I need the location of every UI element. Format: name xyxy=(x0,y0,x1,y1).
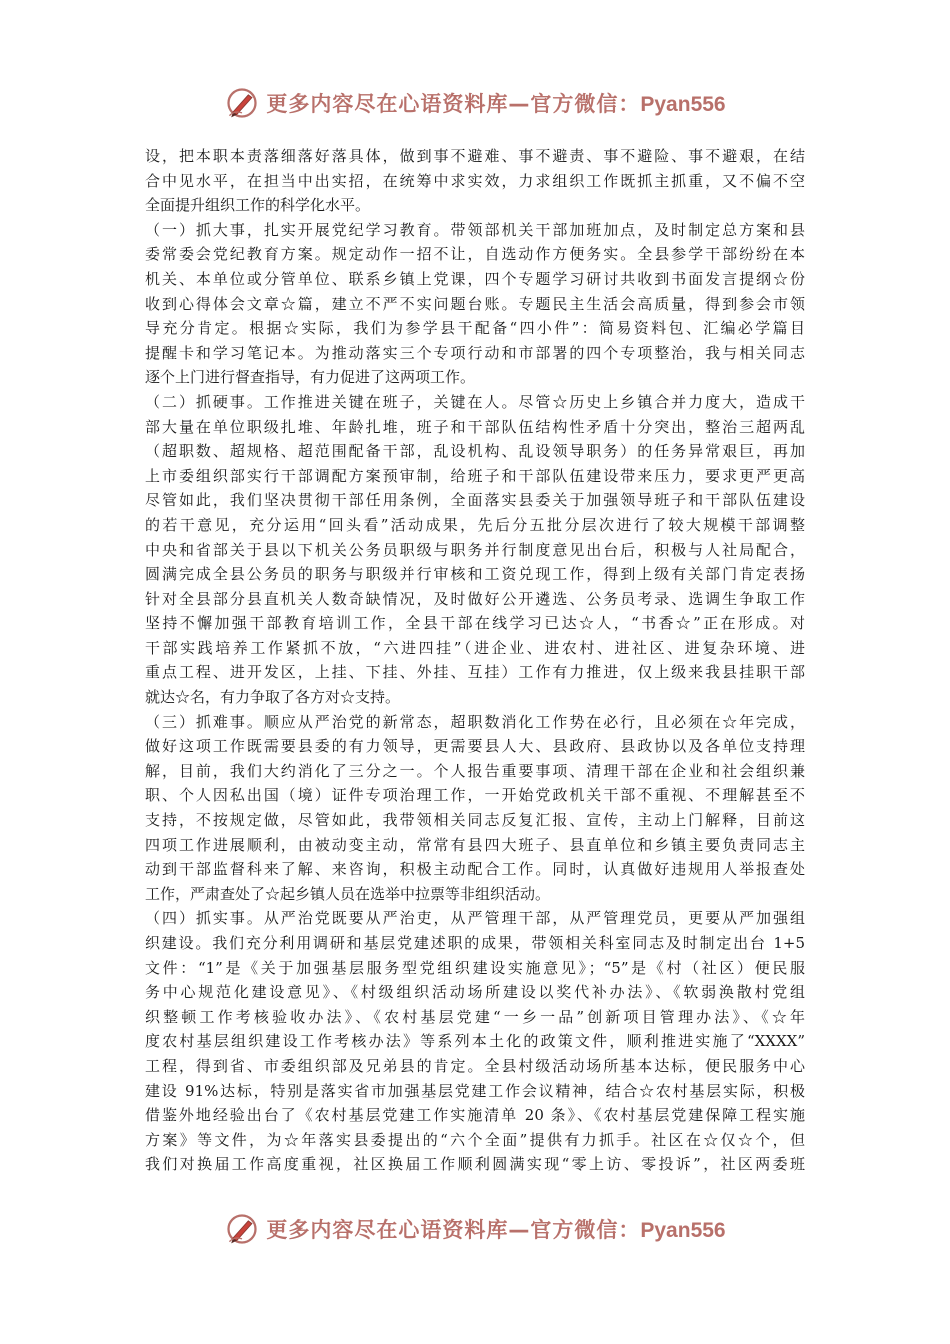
text-line: 方案》等文件，为☆年落实县委提出的“六个全面”提供有力抓手。社区在☆仅☆个，但 xyxy=(145,1130,805,1149)
text-line: 坚持不懈加强干部教育培训工作，全县干部在线学习已达☆人，“书香☆”正在形成。对 xyxy=(145,614,805,633)
watermark-text: 更多内容尽在心语资料库—官方微信：Pyan556 xyxy=(266,1218,726,1242)
text-line: （二）抓硬事。工作推进关键在班子，关键在人。尽管☆历史上乡镇合并力度大，造成干 xyxy=(145,392,805,411)
text-line: 工程，得到省、市委组织部及兄弟县的肯定。全县村级活动场所基本达标，便民服务中心 xyxy=(145,1056,805,1075)
header-watermark xyxy=(0,82,950,124)
text-line: 机关、本单位或分管单位、联系乡镇上党课，四个专题学习研讨共收到书面发言提纲☆份 xyxy=(145,269,805,288)
text-line: 圆满完成全县公务员的职务与职级并行审核和工资兑现工作，得到上级有关部门肯定表扬 xyxy=(145,565,805,584)
text-line: 针对全县部分县直机关人数奇缺情况，及时做好公开遴选、公务员考录、选调生争取工作 xyxy=(145,589,805,608)
watermark-wechat-id: Pyan556 xyxy=(640,1219,726,1242)
text-line: 上市委组织部实行干部调配方案预审制，给班子和干部队伍建设带来压力，要求更严更高 xyxy=(145,466,805,485)
text-line: 我们对换届工作高度重视，社区换届工作顺利圆满实现“零上访、零投诉”，社区两委班 xyxy=(145,1155,805,1174)
text-line: 建设 91%达标，特别是落实省市加强基层党建工作会议精神，结合☆农村基层实际，积极 xyxy=(145,1081,805,1100)
watermark-wechat-id: Pyan556 xyxy=(640,93,726,116)
text-line: （四）抓实事。从严治党既要从严治吏，从严管理干部，从严管理党员，更要从严加强组 xyxy=(145,909,805,928)
text-line: 导充分肯定。根据☆实际，我们为参学县干配备“四小件”：简易资料包、汇编必学篇目 xyxy=(145,319,805,338)
text-line: （三）抓难事。顺应从严治党的新常态，超职数消化工作势在必行，且必须在☆年完成， xyxy=(145,712,805,731)
text-line: 合中见水平，在担当中出实招，在统筹中求实效，力求组织工作既抓主抓重，又不偏不空 xyxy=(145,171,805,190)
text-line: 动到干部监督科来了解、来咨询，积极主动配合工作。同时，认真做好违规用人举报查处 xyxy=(145,860,805,879)
text-line: 做好这项工作既需要县委的有力领导，更需要县人大、县政府、县政协以及各单位支持理 xyxy=(145,737,805,756)
text-line: 设，把本职本责落细落好落具体，做到事不避难、事不避责、事不避险、事不避艰，在结 xyxy=(145,147,805,165)
text-line: 就达☆名，有力争取了各方对☆支持。 xyxy=(145,688,401,707)
text-line: 务中心规范化建设意见》、《村级组织活动场所建设以奖代补办法》、《软弱涣散村党组 xyxy=(145,983,805,1002)
section-2-paragraph xyxy=(145,390,805,710)
text-line: 重点工程、进开发区，上挂、下挂、外挂、互挂）工作有力推进，仅上级来我县挂职干部 xyxy=(145,663,805,682)
text-line: 职、个人因私出国（境）证件专项治理工作，一开始党政机关干部不重视、不理解甚至不 xyxy=(145,786,805,805)
text-line: 委常委会党纪教育方案。规定动作一招不让，自选动作方便务实。全县参学干部纷纷在本 xyxy=(145,245,805,264)
text-line: 四项工作进展顺利，由被动变主动，常常有县四大班子、县直单位和乡镇主要负责同志主 xyxy=(145,835,805,854)
text-line: 部大量在单位职级扎堆、年龄扎堆，班子和干部队伍结构性矛盾十分突出，整治三超两乱 xyxy=(145,417,805,436)
text-line: 提醒卡和学习笔记本。为推动落实三个专项行动和市部署的四个专项整治，我与相关同志 xyxy=(145,343,805,362)
text-line: 干部实践培养工作紧抓不放，“六进四挂”（进企业、进农村、进社区、进复杂环境、进 xyxy=(145,638,805,657)
section-4-paragraph xyxy=(145,906,805,1177)
pen-circle-icon xyxy=(224,1211,260,1247)
text-line: 文件：“1”是《关于加强基层服务型党组织建设实施意见》；“5”是《村（社区）便民服 xyxy=(145,958,805,977)
text-line: 工作，严肃查处了☆起乡镇人员在选举中拉票等非组织活动。 xyxy=(145,884,551,903)
text-line: 的若干意见，充分运用“回头看”活动成果，先后分五批分层次进行了较大规模干部调整 xyxy=(145,515,805,534)
text-line: 解，目前，我们大约消化了三分之一。个人报告重要事项、清理干部在企业和社会组织兼 xyxy=(145,761,805,780)
text-line: 支持，不按规定做，尽管如此，我带领相关同志反复汇报、宣传，主动上门解释，目前这 xyxy=(145,811,805,830)
text-line: 借鉴外地经验出台了《农村基层党建工作实施清单 20 条》、《农村基层党建保障工程实施 xyxy=(145,1106,805,1125)
text-line: （一）抓大事，扎实开展党纪学习教育。带领部机关干部加班加点，及时制定总方案和县 xyxy=(145,220,805,239)
text-line: 中央和省部关于县以下机关公务员职级与职务并行制度意见出台后，积极与人社局配合， xyxy=(145,540,805,559)
text-line: 尽管如此，我们坚决贯彻干部任用条例，全面落实县委关于加强领导班子和干部队伍建设 xyxy=(145,491,805,510)
section-3-paragraph xyxy=(145,710,805,907)
pen-circle-icon xyxy=(224,85,260,121)
text-line: 全面提升组织工作的科学化水平。 xyxy=(145,196,371,215)
text-line: 度农村基层组织建设工作考核办法》等系列本土化的政策文件，顺利推进实施了“XXXX” xyxy=(145,1032,805,1051)
text-line: （超职数、超规格、超范围配备干部，乱设机构、乱设领导职务）的任务异常艰巨，再加 xyxy=(145,442,805,461)
section-1-paragraph xyxy=(145,218,805,390)
text-line: 逐个上门进行督查指导，有力促进了这两项工作。 xyxy=(145,368,476,387)
watermark-text: 更多内容尽在心语资料库—官方微信：Pyan556 xyxy=(266,92,726,116)
document-body xyxy=(145,144,805,1177)
footer-watermark xyxy=(0,1208,950,1250)
intro-paragraph xyxy=(145,144,805,218)
text-line: 织整顿工作考核验收办法》、《农村基层党建“一乡一品”创新项目管理办法》、《☆年 xyxy=(145,1007,805,1026)
text-line: 收到心得体会文章☆篇，建立不严不实问题台账。专题民主生活会高质量，得到参会市领 xyxy=(145,294,805,313)
text-line: 织建设。我们充分利用调研和基层党建述职的成果，带领相关科室同志及时制定出台 1+5 xyxy=(145,934,805,952)
